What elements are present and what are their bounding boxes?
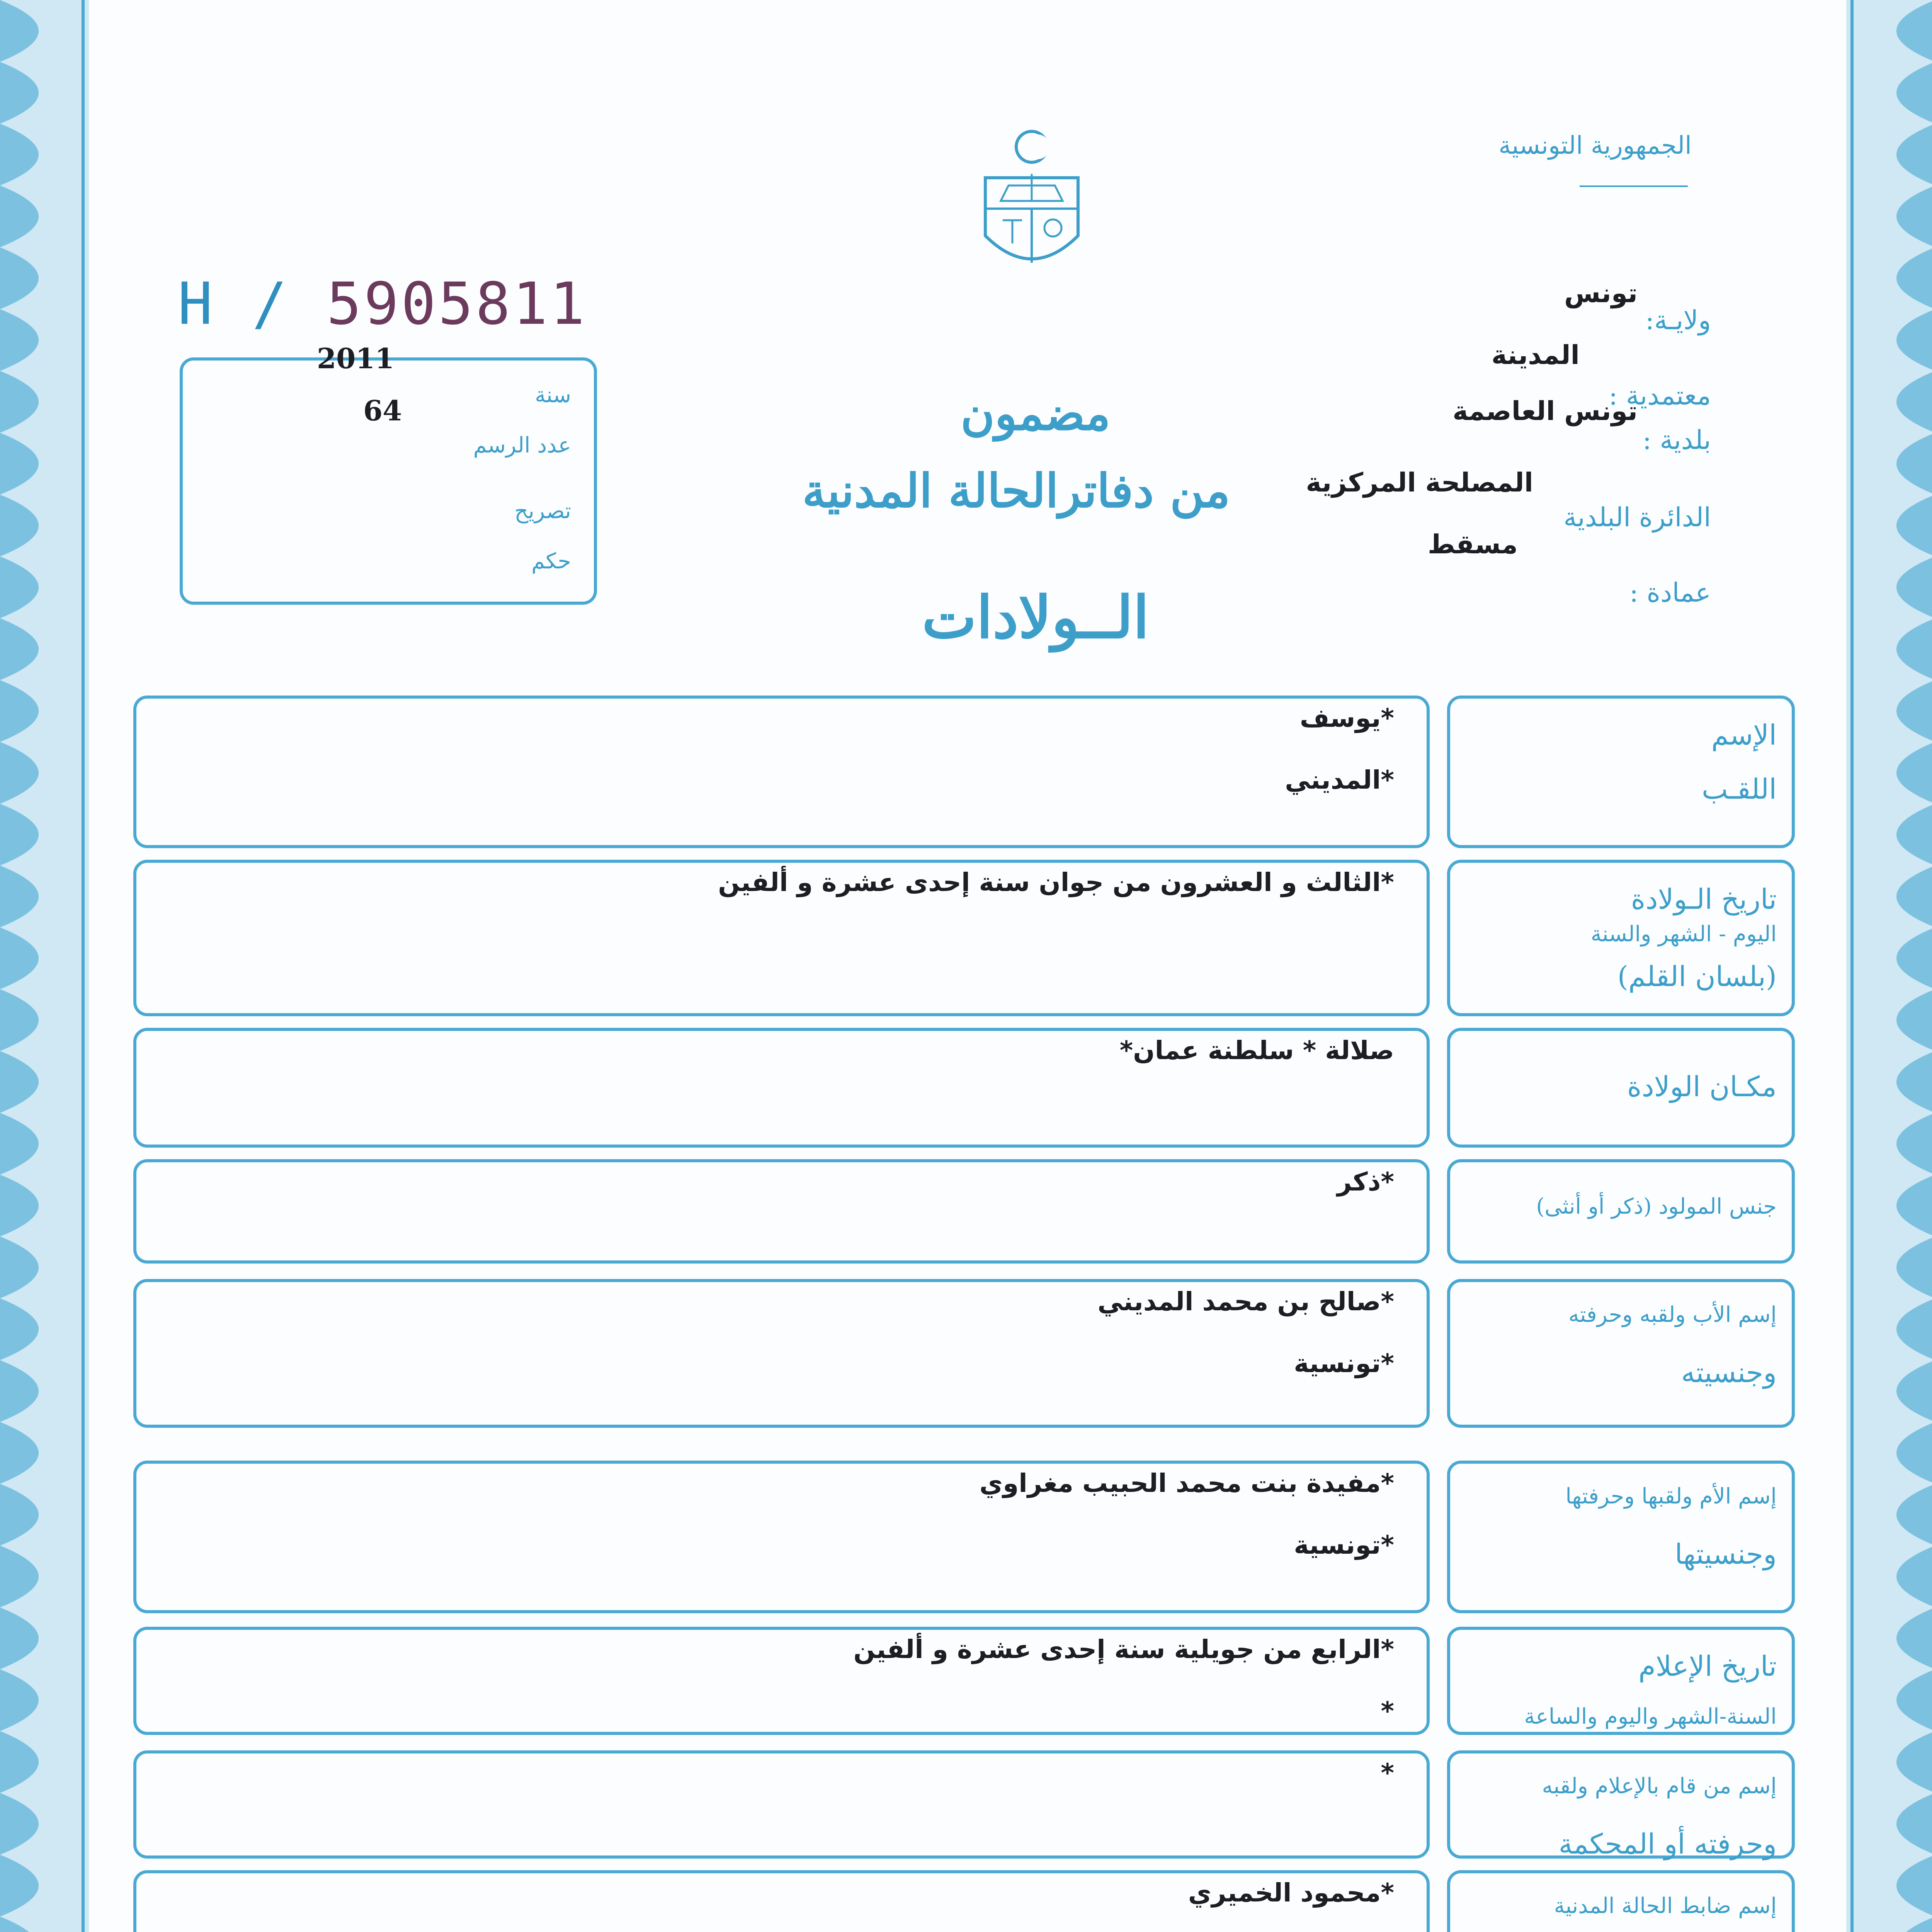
title-civil-registers: من دفاترالحالة المدنية [802, 464, 1230, 518]
republic-name: الجمهورية التونسية [1498, 131, 1692, 160]
serial-number [178, 270, 587, 338]
row-label-box [1447, 1279, 1795, 1428]
row-label-text: إسم الأم ولقبها وحرفتها [1565, 1484, 1777, 1509]
wilaya-label: ولايـة: [1645, 305, 1711, 336]
row-value-text: * [1381, 1758, 1394, 1788]
row-label-text: وحرفته أو المحكمة [1558, 1828, 1777, 1860]
row-label-text: إسم الأب ولقبه وحرفته [1568, 1302, 1777, 1327]
row-label-text: مكـان الولادة [1627, 1070, 1777, 1103]
imada-value: مسقط [1427, 529, 1518, 560]
row-label-text: إسم من قام بالإعلام ولقبه [1542, 1774, 1777, 1799]
row-label-text: جنس المولود (ذكر أو أنثى) [1536, 1194, 1777, 1219]
district-value: المصلحة المركزية [1306, 468, 1533, 498]
row-value-text: *المديني [1285, 765, 1394, 795]
register-year-value: 2011 [317, 342, 395, 375]
row-value-text: *الثالث و العشرون من جوان سنة إحدى عشرة و ألفين [718, 867, 1394, 897]
row-value-text: صلالة * سلطنة عمان* [1119, 1036, 1394, 1065]
row-label-text: اللقـب [1702, 773, 1777, 805]
delegation-value: المدينة [1491, 340, 1580, 371]
row-value-box [133, 696, 1430, 848]
register-year-label: سنة [535, 383, 571, 408]
imada-label: عمادة : [1629, 578, 1711, 608]
coat-of-arms-icon [974, 128, 1090, 290]
register-number-label: عدد الرسم [473, 433, 571, 458]
municipality-value: تونس العاصمة [1452, 396, 1638, 427]
row-label-text: وجنسيته [1681, 1356, 1777, 1389]
district-label: الدائرة البلدية [1563, 502, 1711, 533]
left-guilloche-border [0, 0, 89, 1932]
right-guilloche-border [1846, 0, 1932, 1932]
row-label-text: اليوم - الشهر والسنة [1590, 922, 1777, 947]
row-label-text: وجنسيتها [1675, 1538, 1777, 1570]
row-value-box [133, 1159, 1430, 1264]
delegation-label: معتمدية : [1609, 381, 1711, 411]
declaration-label: تصريح [514, 498, 571, 524]
row-value-text: *محمود الخميري [1188, 1878, 1394, 1908]
row-value-text: *يوسف [1299, 703, 1394, 733]
row-value-text: *الرابع من جويلية سنة إحدى عشرة و ألفين [853, 1634, 1394, 1664]
wilaya-value: تونس [1564, 278, 1638, 309]
row-value-text: *تونسية [1294, 1530, 1394, 1560]
title-madmoun: مضمون [961, 386, 1111, 441]
row-value-text: * [1381, 1696, 1394, 1726]
section-title-births: الــولادات [922, 583, 1149, 651]
serial-prefix: H / [178, 270, 289, 338]
municipality-label: بلدية : [1642, 425, 1711, 456]
row-value-text: *ذكر [1337, 1167, 1394, 1197]
row-value-box [133, 1750, 1430, 1859]
row-label-text: (بلسان القلم) [1617, 960, 1777, 993]
row-label-text: تاريخ الـولادة [1631, 883, 1777, 915]
row-value-text: *مفيدة بنت محمد الحبيب مغراوي [979, 1468, 1394, 1498]
serial-value: 5905811 [327, 270, 587, 338]
judgment-label: حكم [531, 549, 571, 574]
row-label-text: تاريخ الإعلام [1638, 1650, 1777, 1682]
row-value-text: *صالح بن محمد المديني [1097, 1287, 1394, 1316]
republic-underline [1580, 185, 1688, 187]
register-number-value: 64 [363, 394, 402, 427]
row-label-text: السنة-الشهر واليوم والساعة [1524, 1704, 1777, 1729]
row-value-text: *تونسية [1294, 1349, 1394, 1378]
row-label-text: الإسم [1711, 719, 1777, 751]
row-label-text: إسم ضابط الحالة المدنية [1554, 1893, 1777, 1918]
